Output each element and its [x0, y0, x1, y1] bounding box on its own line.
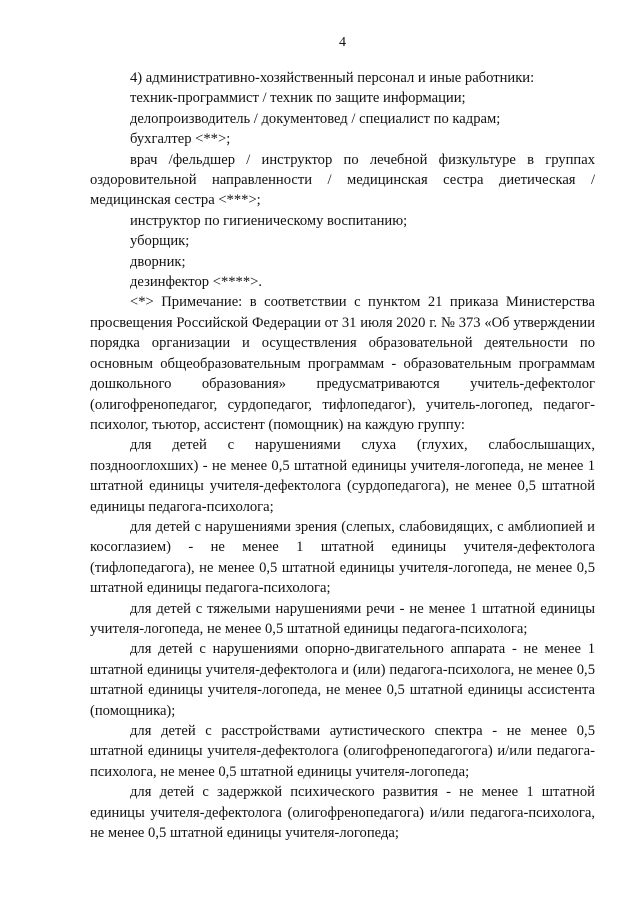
paragraph-clerk: делопроизводитель / документовед / специалист по кадрам; — [130, 110, 501, 127]
paragraph-disinfector: дезинфектор <****>. — [130, 274, 263, 291]
paragraph-hygiene-instructor: инструктор по гигиеническому воспитанию; — [130, 212, 408, 229]
paragraph-janitor: дворник; — [130, 253, 186, 270]
paragraph-musculoskeletal: для детей с нарушениями опорно-двигательного аппарата - не менее 1 штатной единицы учителя-дефектолога и (или) педагога-психолога, не менее 0,5 штатной единицы учителя-логопеда, не менее 0,5 штатной единицы ассистента (помощника); — [90, 641, 595, 719]
page-number: 4 — [339, 35, 346, 50]
paragraph-hearing: для детей с нарушениями слуха (глухих, слабослышащих, позднооглохших) - не менее 0,5 штатной единицы учителя-логопеда, не менее 1 штатной единицы учителя-дефектолога (сурдопедагога), не менее 0,5 штатной единицы педагога-психолога; — [90, 437, 595, 515]
paragraph-accountant: бухгалтер <**>; — [130, 131, 231, 148]
paragraph-staff-category: 4) административно-хозяйственный персонал и иные работники: — [130, 70, 535, 86]
document-page — [90, 34, 595, 843]
paragraph-medical-staff: врач /фельдшер / инструктор по лечебной физкультуре в группах оздоровительной направленности / медицинская сестра диетическая / медицинская сестра <***>; — [90, 151, 595, 209]
document-body — [90, 68, 595, 843]
paragraph-autism: для детей с расстройствами аутистического спектра - не менее 0,5 штатной единицы учителя-дефектолога (олигофренопедагогога) и/или педагога-психолога, не менее 0,5 штатной единицы учителя-логопеда; — [90, 723, 595, 780]
paragraph-developmental-delay: для детей с задержкой психического развития - не менее 1 штатной единицы учителя-дефектолога (олигофренопедагога) и/или педагога-психолога, не менее 0,5 штатной единицы учителя-логопеда; — [90, 784, 595, 842]
paragraph-vision: для детей с нарушениями зрения (слепых, слабовидящих, с амблиопией и косоглазием) - не менее 1 штатной единицы учителя-дефектолога (тифлопедагога), не менее 0,5 штатной единицы учителя-логопеда, не менее 0,5 штатной единицы педагога-психолога; — [90, 518, 595, 597]
paragraph-note: <*> Примечание: в соответствии с пунктом 21 приказа Министерства просвещения Российской Федерации от 31 июля 2020 г. № 373 «Об утверждении порядка организации и осуществления образовательной деятельности по основным общеобразовательным программам - образовательным программам дошкольного образования» предусматриваются учитель-дефектолог (олигофренопедагог, сурдопедагог, тифлопедагог), учитель-логопед, педагог-психолог, тьютор, ассистент (помощник) на каждую группу: — [90, 294, 595, 433]
paragraph-cleaner: уборщик; — [130, 233, 190, 250]
paragraph-speech: для детей с тяжелыми нарушениями речи - не менее 1 штатной единицы учителя-логопеда, не менее 0,5 штатной единицы педагога-психолога; — [90, 600, 595, 637]
paragraph-technician: техник-программист / техник по защите информации; — [130, 90, 466, 107]
